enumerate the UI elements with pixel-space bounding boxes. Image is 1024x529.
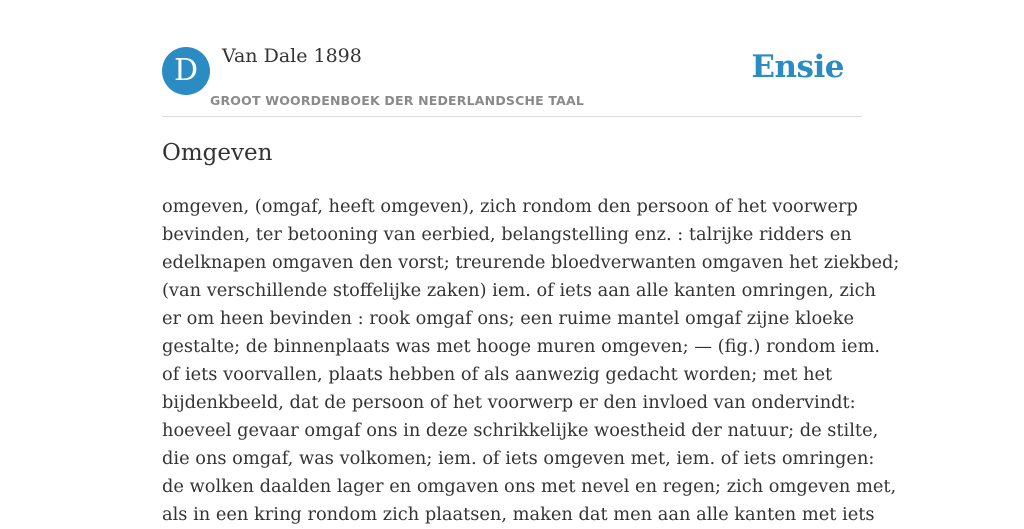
definition-line: omgeven, (omgaf, heeft omgeven), zich rondom den persoon of het voorwerp [162, 196, 858, 217]
definition-line: bevinden, ter betooning van eerbied, belangstelling enz. : talrijke ridders en [162, 224, 852, 245]
definition-line: (van verschillende stoffelijke zaken) iem. of iets aan alle kanten omringen, zich [162, 280, 876, 301]
definition-line: of iets voorvallen, plaats hebben of als aanwezig gedacht worden; met het [162, 364, 833, 385]
definition-line: als in een kring rondom zich plaatsen, maken dat men aan alle kanten met iets [162, 504, 875, 525]
header [162, 0, 862, 117]
entry-definition [162, 193, 900, 529]
definition-line: er om heen bevinden : rook omgaf ons; een ruime mantel omgaf zijne kloeke [162, 308, 854, 329]
definition-line: hoeveel gevaar omgaf ons in deze schrikkelijke woestheid der natuur; de stilte, [162, 420, 879, 441]
definition-line: bijdenkbeeld, dat de persoon of het voorwerp er den invloed van ondervindt: [162, 392, 856, 413]
entry-title: Omgeven [162, 140, 273, 166]
dictionary-title[interactable]: Van Dale 1898 [222, 45, 362, 67]
definition-line: die ons omgaf, was volkomen; iem. of iets omgeven met, iem. of iets omringen: [162, 448, 875, 469]
definition-line: edelknapen omgaven den vorst; treurende bloedverwanten omgaven het ziekbed; [162, 252, 900, 273]
dictionary-logo-icon[interactable]: D [162, 47, 210, 95]
definition-line: gestalte; de binnenplaats was met hooge muren omgeven; — (fig.) rondom iem. [162, 336, 881, 357]
dictionary-subtitle: GROOT WOORDENBOEK DER NEDERLANDSCHE TAAL [210, 93, 585, 108]
brand-logo[interactable]: Ensie [751, 49, 844, 85]
definition-line: de wolken daalden lager en omgaven ons met nevel en regen; zich omgeven met, [162, 476, 897, 497]
